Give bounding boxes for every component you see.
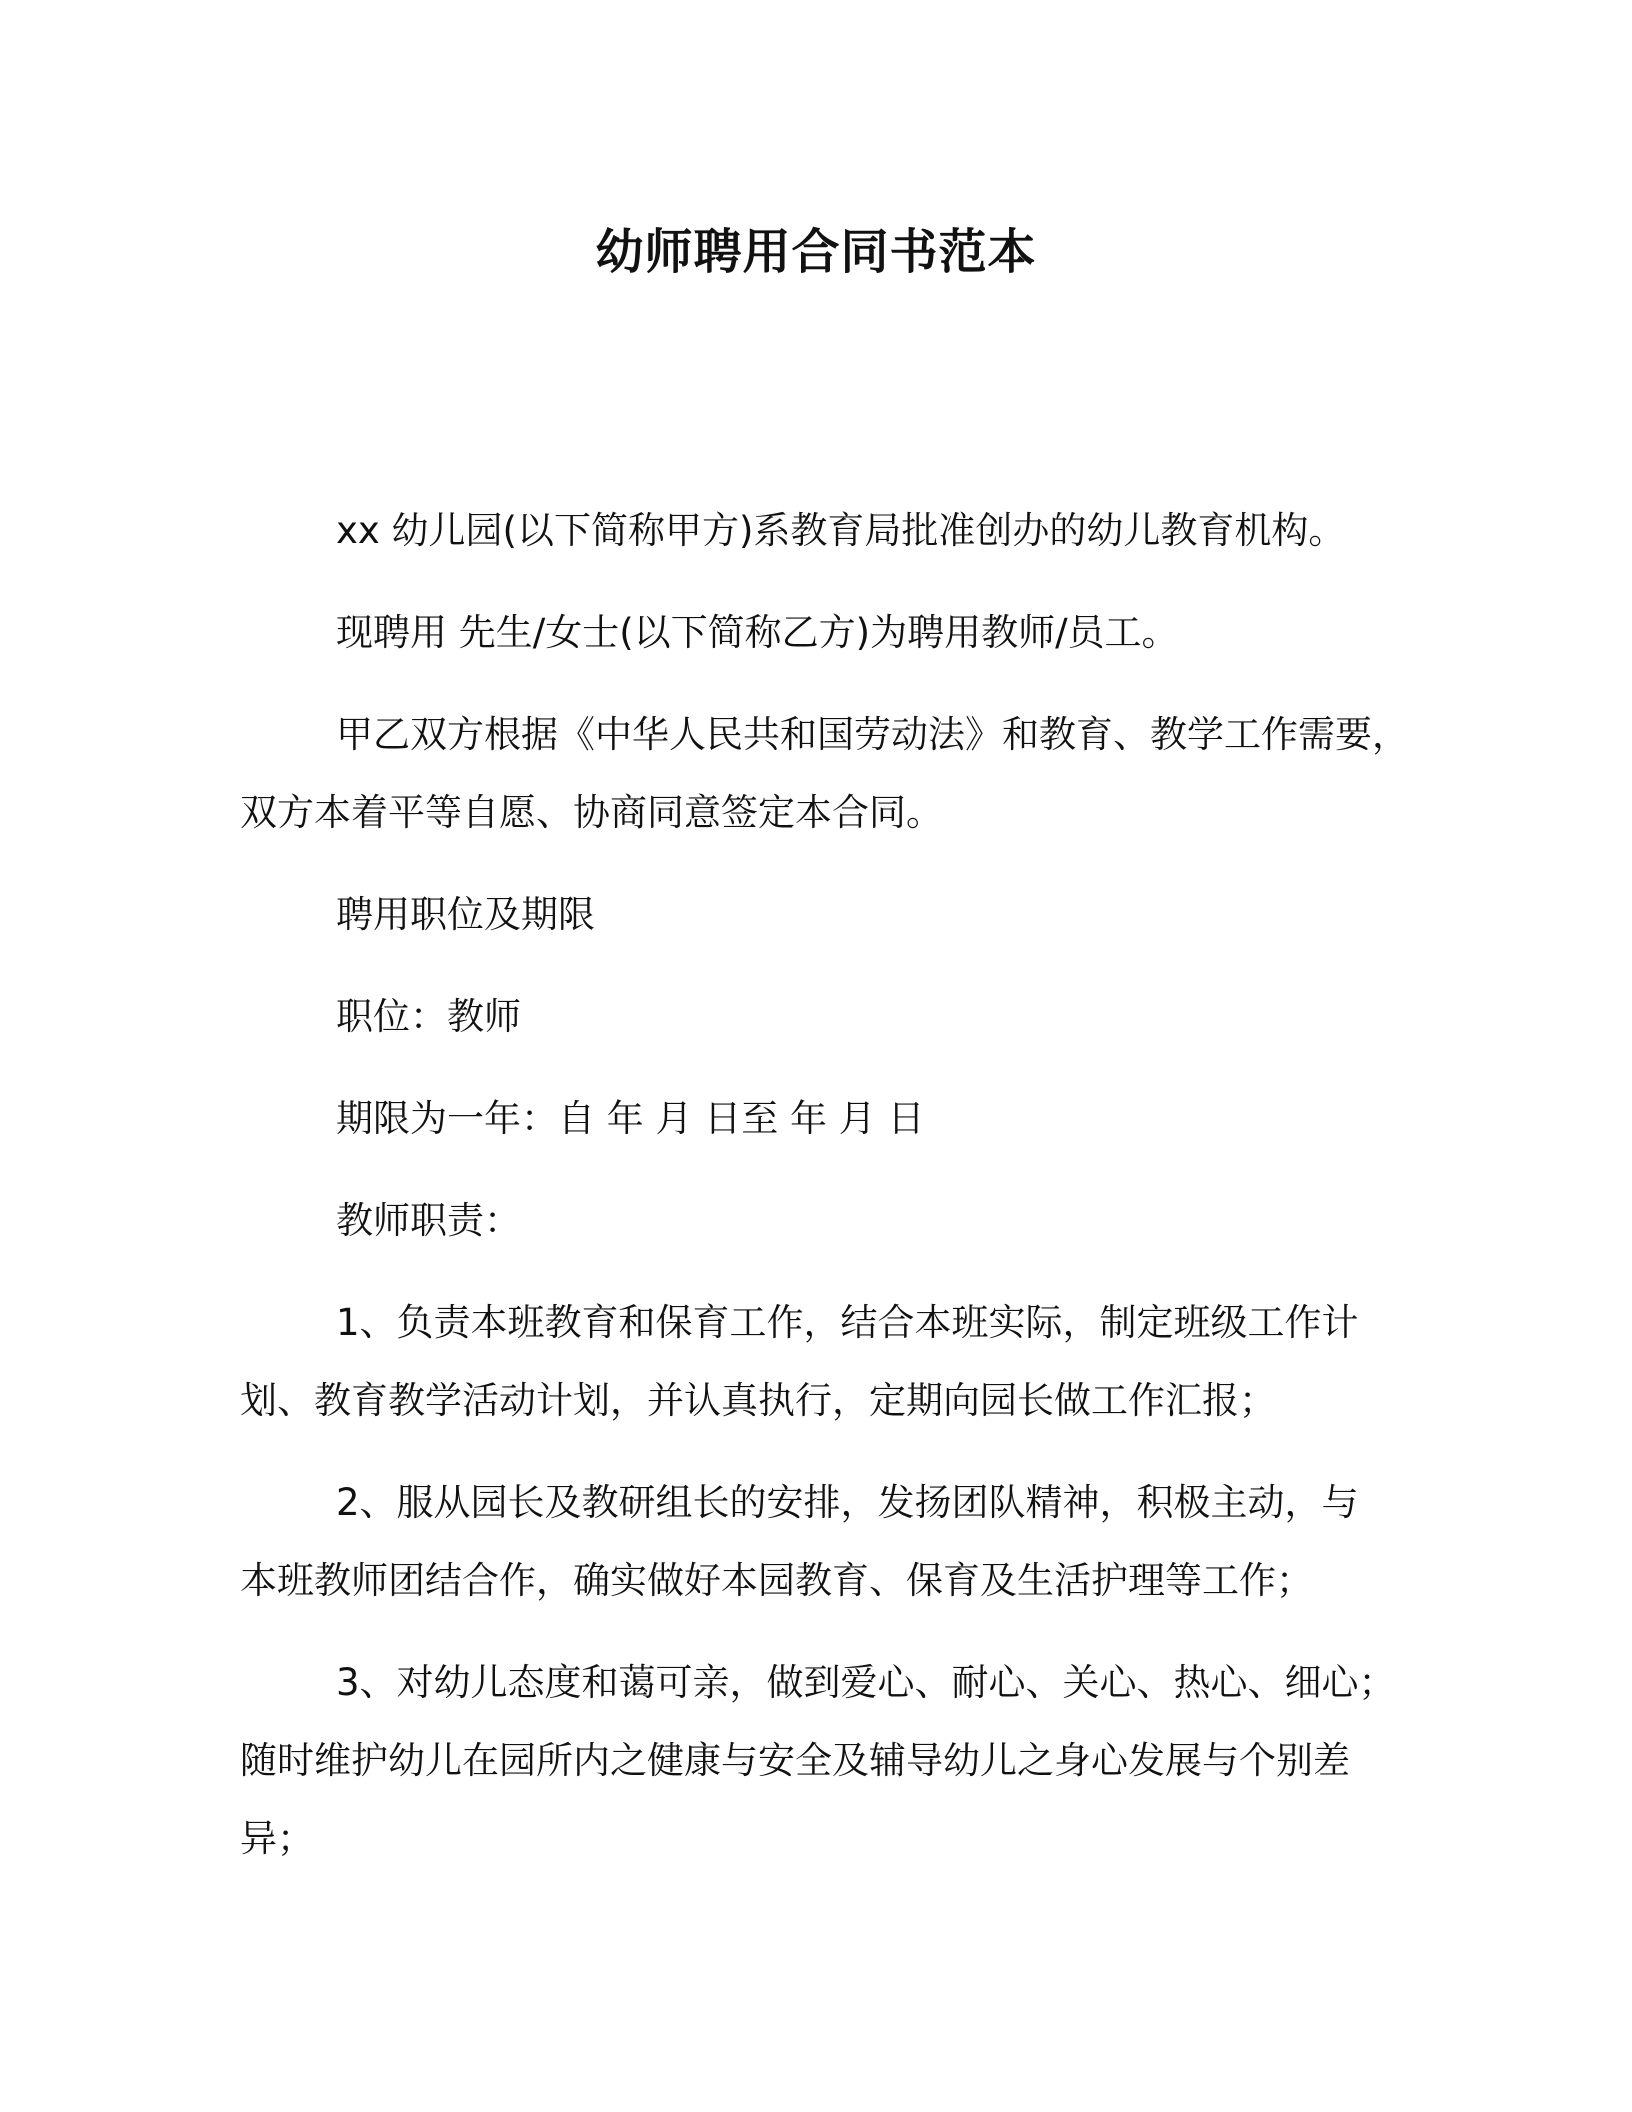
section-heading-duties [240, 1182, 1420, 1260]
paragraph-line: 随时维护幼儿在园所内之健康与安全及辅导幼儿之身心发展与个别差 [240, 1739, 1350, 1782]
paragraph-line: 双方本着平等自愿、协商同意签定本合同。 [240, 791, 943, 834]
paragraph-line: 3、对幼儿态度和蔼可亲，做到爱心、耐心、关心、热心、细心； [336, 1661, 1396, 1704]
paragraph-hire [240, 594, 1420, 672]
paragraph-position [240, 978, 1420, 1056]
document-title: 幼师聘用合同书范本 [595, 224, 1037, 280]
paragraph-line: 本班教师团结合作，确实做好本园教育、保育及生活护理等工作； [240, 1559, 1313, 1602]
paragraph-term [240, 1080, 1420, 1158]
duty-item-1 [240, 1284, 1420, 1440]
paragraph-basis [240, 696, 1420, 852]
paragraph-line: 划、教育教学活动计划，并认真执行，定期向园长做工作汇报； [240, 1379, 1276, 1422]
paragraph-line: 现聘用 先生/女士(以下简称乙方)为聘用教师/员工。 [336, 611, 1179, 654]
duty-item-3 [240, 1644, 1420, 1878]
paragraph-line: 职位：教师 [336, 995, 521, 1038]
paragraph-line: 期限为一年：自 年 月 日至 年 月 日 [336, 1097, 925, 1140]
section-heading-position-term [240, 876, 1420, 954]
paragraph-line: 1、负责本班教育和保育工作，结合本班实际，制定班级工作计 [336, 1301, 1359, 1344]
duty-item-2 [240, 1464, 1420, 1620]
paragraph-line: 教师职责： [336, 1199, 521, 1242]
paragraph-line: 2、服从园长及教研组长的安排，发扬团队精神，积极主动，与 [336, 1481, 1359, 1524]
paragraph-intro [240, 492, 1420, 570]
paragraph-line: 异； [240, 1817, 314, 1860]
paragraph-line: 甲乙双方根据《中华人民共和国劳动法》和教育、教学工作需要， [336, 713, 1409, 756]
paragraph-line: xx 幼儿园(以下简称甲方)系教育局批准创办的幼儿教育机构。 [336, 509, 1346, 552]
paragraph-line: 聘用职位及期限 [336, 893, 595, 936]
